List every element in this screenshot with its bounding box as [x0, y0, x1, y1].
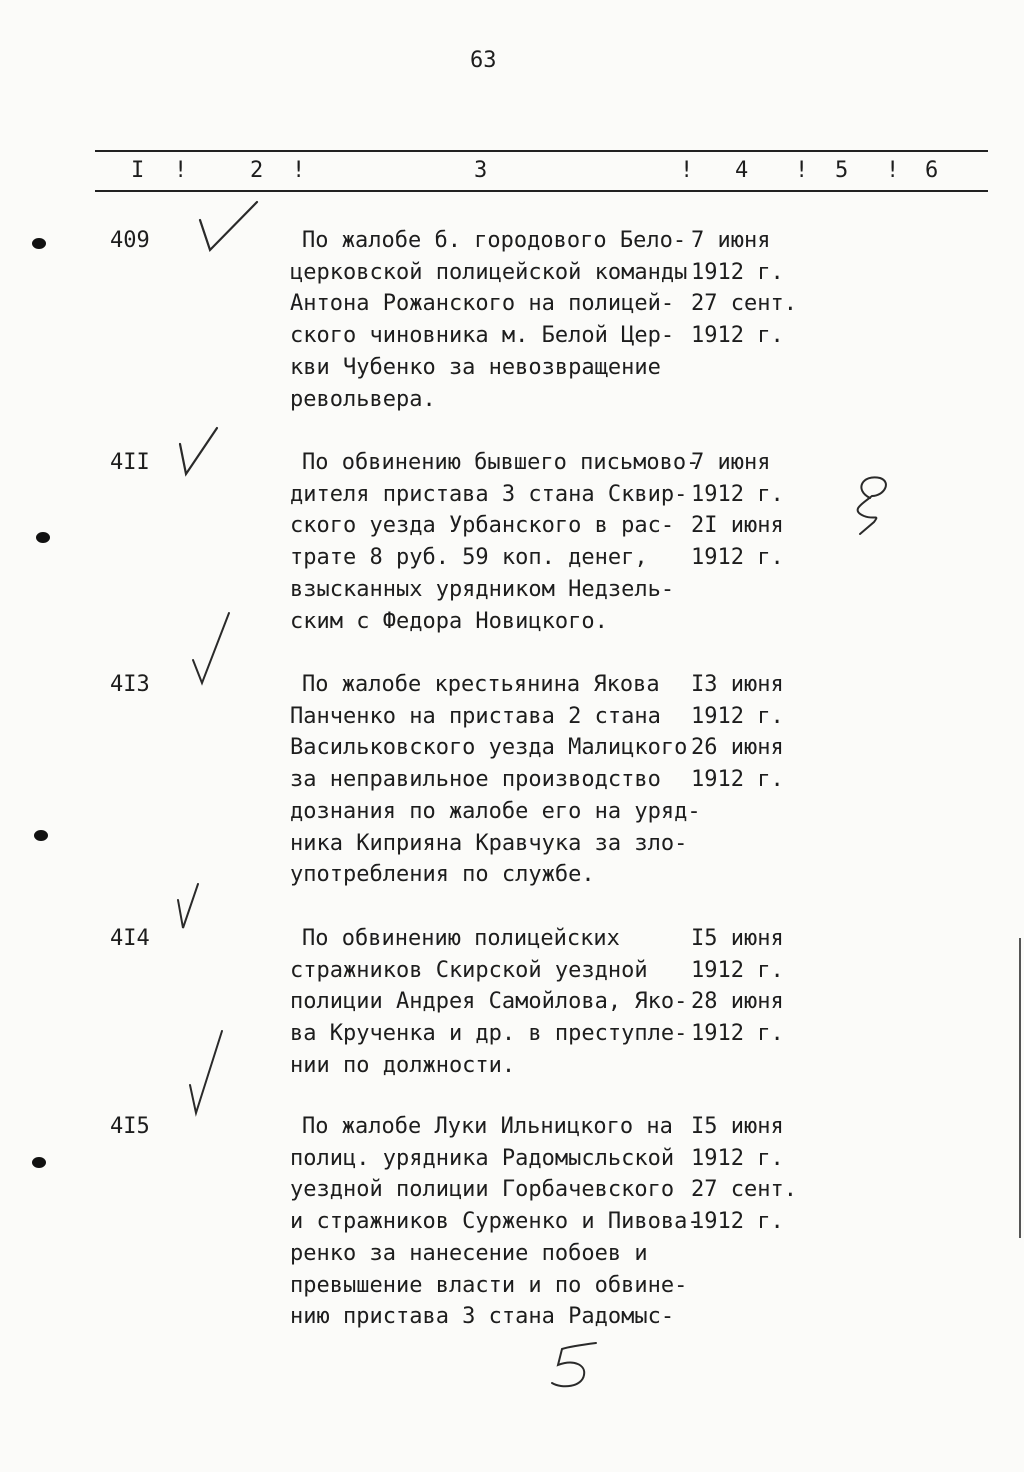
date-start: 7 июня: [691, 228, 771, 253]
date-start-year: 1912 г.: [691, 481, 784, 507]
entry-line: взысканных урядником Недзель-: [290, 576, 675, 602]
entry-line: ским с Федора Новицкого.: [290, 608, 608, 634]
check-mark-icon: [182, 1025, 232, 1120]
date-start: I5 июня: [691, 1114, 784, 1139]
entry-dates: [691, 1111, 811, 1238]
entry-line: ского уезда Урбанского в рас-: [290, 513, 675, 539]
entry-line: за неправильное производство: [290, 767, 661, 793]
handwritten-mark-icon: [840, 470, 900, 540]
check-mark-icon: [172, 422, 227, 482]
entry-line: ского чиновника м. Белой Цер-: [290, 323, 675, 349]
date-start: I5 июня: [691, 926, 784, 951]
date-end: 27 сент.: [691, 1177, 797, 1203]
entry-number: 4I3: [110, 672, 150, 697]
entry-number: 409: [110, 228, 150, 253]
handwritten-mark-icon: [540, 1335, 610, 1395]
column-header-6: 6: [925, 158, 939, 183]
entry-line: и стражников Сурженко и Пивова-: [290, 1209, 701, 1235]
entry-line: употребления по службе.: [290, 862, 595, 888]
check-mark-icon: [170, 880, 210, 935]
entry-line: По обвинению полицейских: [302, 926, 620, 951]
entry-line: По жалобе Луки Ильницкого на: [302, 1114, 673, 1139]
column-header-3: 3: [474, 158, 488, 183]
date-end-year: 1912 г.: [691, 323, 784, 349]
entry-line: По жалобе б. городового Бело-: [302, 228, 687, 253]
entry-dates: [691, 447, 811, 574]
column-separator: !: [795, 158, 809, 183]
header-bottom-rule: [95, 190, 988, 192]
date-end: 2I июня: [691, 513, 784, 539]
entry-line: полиции Андрея Самойлова, Яко-: [290, 989, 688, 1015]
entry-line: ренко за нанесение побоев и: [290, 1240, 648, 1266]
entry-dates: [691, 669, 811, 796]
entry-line: уездной полиции Горбачевского: [290, 1177, 675, 1203]
entry-line: По обвинению бывшего письмово-: [302, 450, 700, 475]
column-separator: !: [174, 158, 188, 183]
entry-line: церковской полицейской команды: [290, 259, 688, 285]
entry-line: стражников Скирской уездной: [290, 957, 648, 983]
date-start-year: 1912 г.: [691, 1145, 784, 1171]
check-mark-icon: [195, 198, 265, 258]
entry-line: нию пристава 3 стана Радомыс-: [290, 1304, 675, 1330]
entry-line: превышение власти и по обвине-: [290, 1272, 688, 1298]
entry-line: дознания по жалобе его на уряд-: [290, 798, 701, 824]
entry-line: полиц. урядника Радомысльской: [290, 1145, 675, 1171]
column-header-2: 2: [250, 158, 264, 183]
entry-number: 4I5: [110, 1114, 150, 1139]
binder-hole-icon: [32, 238, 46, 249]
date-end-year: 1912 г.: [691, 1021, 784, 1047]
column-header-5: 5: [835, 158, 849, 183]
binder-hole-icon: [34, 830, 48, 841]
entry-line: нии по должности.: [290, 1052, 516, 1078]
date-start: I3 июня: [691, 672, 784, 697]
entry-line: трате 8 руб. 59 коп. денег,: [290, 545, 648, 571]
entry-dates: [691, 923, 811, 1050]
entry-number: 4II: [110, 450, 150, 475]
date-end: 27 сент.: [691, 291, 797, 317]
entry-line: Панченко на пристава 2 стана: [290, 703, 661, 729]
binder-hole-icon: [36, 532, 50, 543]
header-top-rule: [95, 150, 988, 152]
date-start-year: 1912 г.: [691, 957, 784, 983]
date-start: 7 июня: [691, 450, 771, 475]
entry-line: дителя пристава 3 стана Сквир-: [290, 481, 688, 507]
entry-line: По жалобе крестьянина Якова: [302, 672, 660, 697]
column-header-4: 4: [735, 158, 749, 183]
column-separator: !: [680, 158, 694, 183]
right-edge-line: [1019, 938, 1021, 1238]
column-separator: !: [292, 158, 306, 183]
entry-line: кви Чубенко за невозвращение: [290, 354, 661, 380]
date-start-year: 1912 г.: [691, 259, 784, 285]
date-start-year: 1912 г.: [691, 703, 784, 729]
date-end: 28 июня: [691, 989, 784, 1015]
entry-description: [290, 669, 701, 891]
entry-description: [290, 225, 690, 415]
entry-number: 4I4: [110, 926, 150, 951]
entry-line: Антона Рожанского на полицей-: [290, 291, 675, 317]
date-end-year: 1912 г.: [691, 545, 784, 571]
entry-description: [290, 923, 690, 1082]
date-end: 26 июня: [691, 735, 784, 761]
page-number: 63: [470, 48, 497, 73]
entry-line: револьвера.: [290, 386, 436, 412]
check-mark-icon: [185, 605, 240, 690]
entry-line: ва Крученка и др. в преступле-: [290, 1021, 688, 1047]
entry-line: Васильковского уезда Малицкого: [290, 735, 688, 761]
binder-hole-icon: [32, 1157, 46, 1168]
column-header-1: I: [131, 158, 145, 183]
entry-description: [290, 1111, 701, 1333]
entry-line: ника Киприяна Кравчука за зло-: [290, 830, 688, 856]
date-end-year: 1912 г.: [691, 767, 784, 793]
entry-dates: [691, 225, 811, 352]
date-end-year: 1912 г.: [691, 1209, 784, 1235]
column-separator: !: [886, 158, 900, 183]
entry-description: [290, 447, 700, 637]
